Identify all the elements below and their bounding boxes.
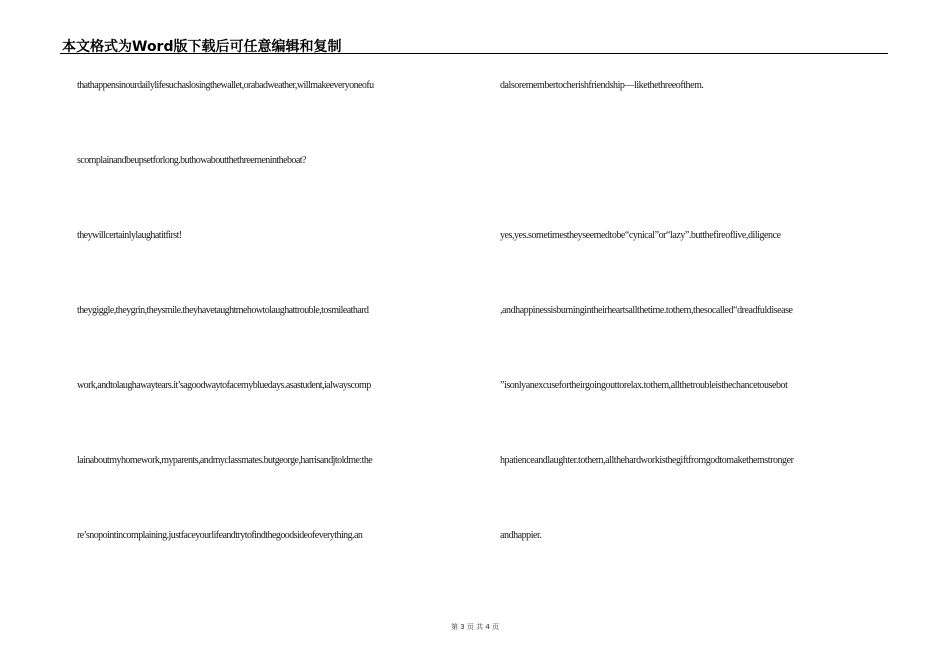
header-title: 本文格式为Word版下载后可任意编辑和复制 (62, 39, 342, 55)
text-line: ,andhappinessisburningintheirheartsallthetime.tothem,thesocalled“dreadfuldisease (500, 305, 793, 316)
text-line: lainaboutmyhomework,myparents,andmyclassmates.butgeorge,harrisandjtoldme:the (77, 455, 373, 466)
text-line: ”isonlyanexcusefortheirgoingouttorelax.tothem,allthetroubleisthechancetousebot (500, 380, 788, 391)
text-line: yes,yes.sometimestheyseemedtobe“cynical”or“lazy”.butthefireoflive,diligence (500, 230, 781, 241)
text-line: theygiggle,theygrin,theysmile.theyhavetaughtmehowtolaughattrouble,tosmileathard (77, 305, 369, 316)
text-line: andhappier. (500, 530, 542, 541)
text-line: scomplainandbeupsetforlong.buthowaboutthethreemenintheboat? (77, 155, 306, 166)
text-line: re’snopointincomplaining.justfaceyourlifeandtrytofindthegoodsideofeverything.an (77, 530, 363, 541)
text-line: theywillcertainlylaughatitfirst! (77, 230, 182, 241)
page-number: 第 3 页 共 4 页 (450, 623, 500, 631)
text-line: dalsoremembertocherishfriendship—likethethreeofthem. (500, 80, 704, 91)
text-line: thathappensinourdailylifesuchaslosingthewallet,orabadweather,willmakeeveryoneofu (77, 80, 374, 91)
header-divider (60, 53, 888, 54)
text-line: hpatienceandlaughter.tothem,allthehardworkisthegiftfromgodtomakethemstronger (500, 455, 794, 466)
text-line: work,andtolaughawaytears.it’sagoodwaytofacemybluedays.asastudent,ialwayscomp (77, 380, 371, 391)
